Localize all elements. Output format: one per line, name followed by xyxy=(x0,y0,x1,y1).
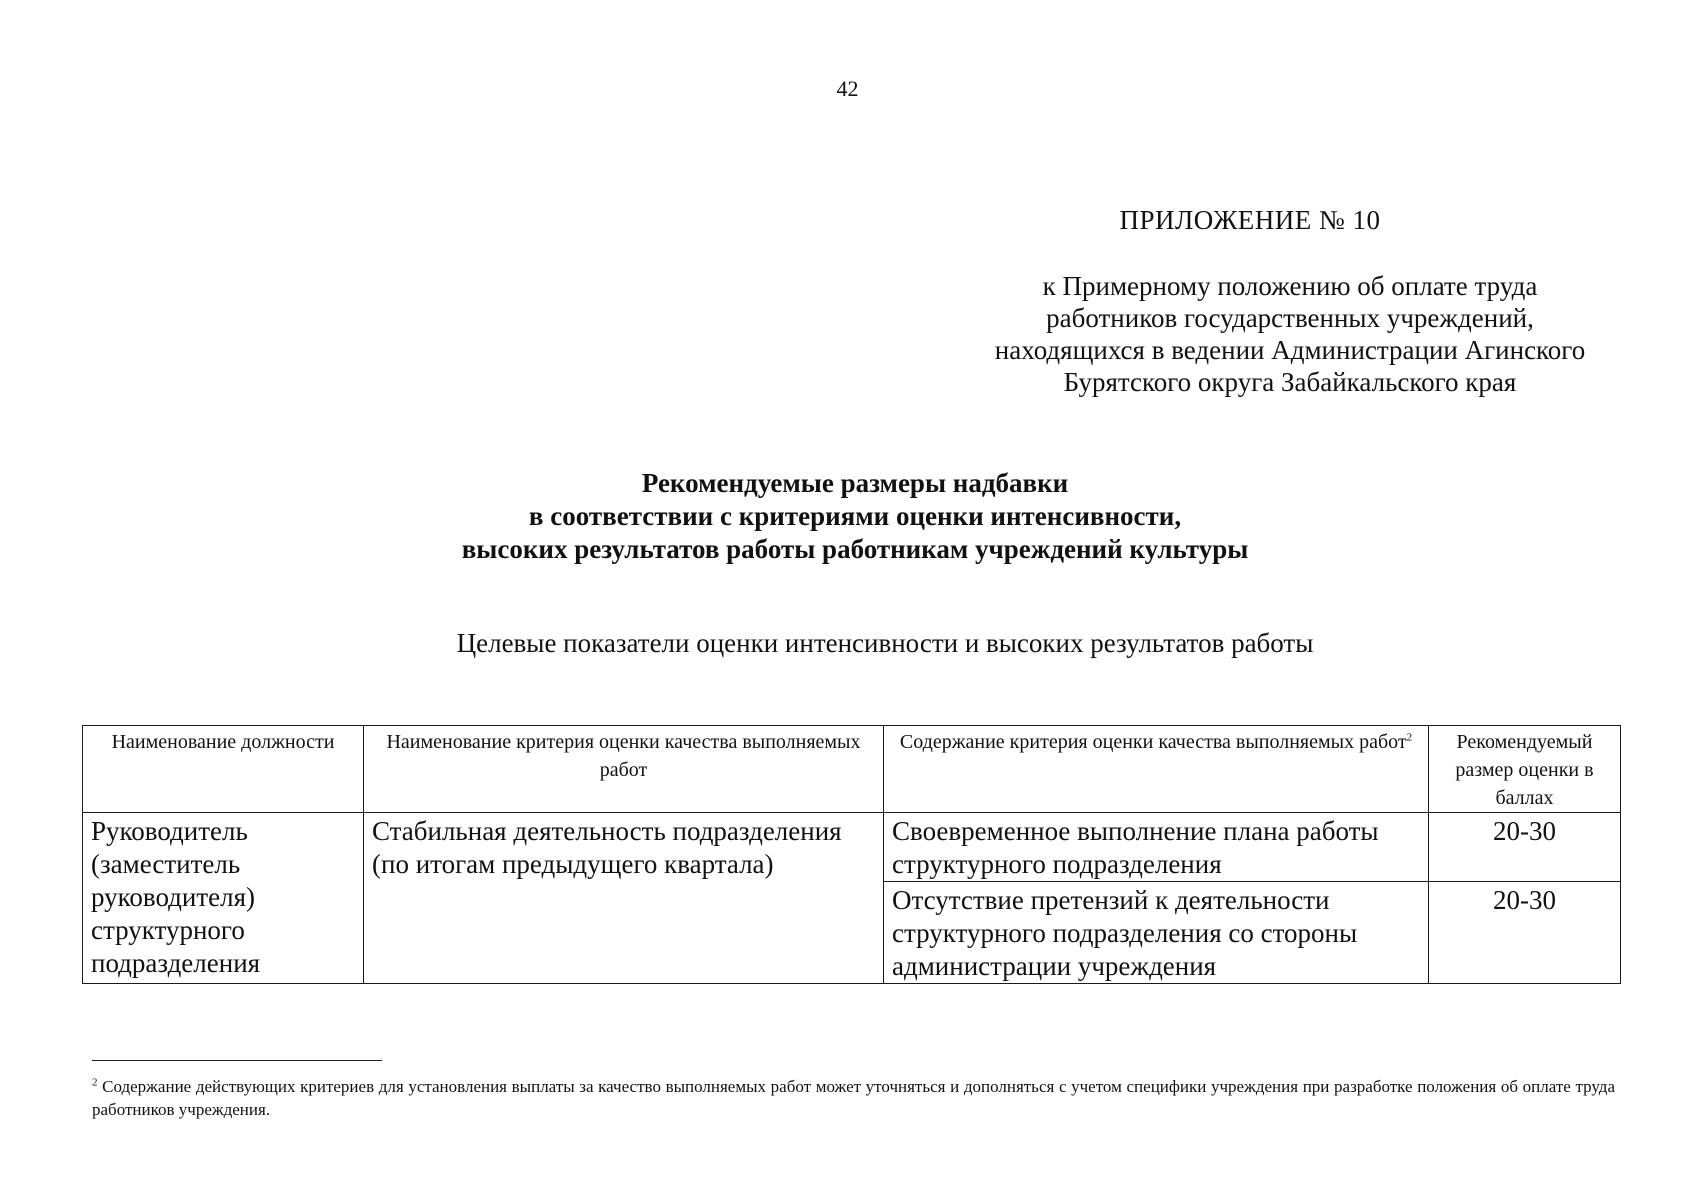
footnote-divider xyxy=(92,1060,382,1061)
document-title-line: в соответствии с критериями оценки интенсивности, xyxy=(528,501,1182,531)
criteria-table xyxy=(82,725,1621,984)
appendix-reference xyxy=(930,270,1650,398)
table-header-row xyxy=(83,726,1621,813)
page-number: 42 xyxy=(836,76,859,101)
cell-criterion-content: Своевременное выполнение плана работы структурного подразделения xyxy=(884,813,1429,882)
header-score: Рекомендуемый размер оценки в баллах xyxy=(1429,726,1621,813)
appendix-ref-line: работников государственных учреждений, xyxy=(1046,303,1534,333)
table-caption: Целевые показатели оценки интенсивности и высоких результатов работы xyxy=(456,628,1314,658)
header-criterion-content-text: Содержание критерия оценки качества выполняемых работ xyxy=(899,731,1407,753)
document-title-line: Рекомендуемые размеры надбавки xyxy=(641,468,1069,498)
appendix-ref-line: находящихся в ведении Администрации Агинского xyxy=(994,335,1586,365)
cell-score: 20-30 xyxy=(1429,813,1621,882)
cell-criterion-name: Стабильная деятельность подразделения (по итогам предыдущего квартала) xyxy=(364,813,884,984)
header-position: Наименование должности xyxy=(83,726,364,813)
cell-criterion-content: Отсутствие претензий к деятельности структурного подразделения со стороны администрации учреждения xyxy=(884,882,1429,984)
cell-position: Руководитель (заместитель руководителя) структурного подразделения xyxy=(83,813,364,984)
table-row xyxy=(83,813,1621,882)
header-criterion-name: Наименование критерия оценки качества выполняемых работ xyxy=(364,726,884,813)
footnote-text: Содержание действующих критериев для установления выплаты за качество выполняемых работ может уточняться и дополняться с учетом специфики учреждения при разработке положения об оплате труда работников учреждения. xyxy=(92,1077,1615,1119)
cell-score: 20-30 xyxy=(1429,882,1621,984)
document-title-line: высоких результатов работы работникам учреждений культуры xyxy=(461,534,1249,564)
appendix-ref-line: Бурятского округа Забайкальского края xyxy=(1063,367,1517,397)
footnote-ref: 2 xyxy=(1406,731,1413,744)
footnote xyxy=(92,1075,1615,1121)
header-criterion-content xyxy=(884,726,1429,813)
footnote-marker: 2 xyxy=(92,1076,98,1089)
appendix-title: ПРИЛОЖЕНИЕ № 10 xyxy=(1119,205,1381,235)
appendix-ref-line: к Примерному положению об оплате труда xyxy=(1042,271,1538,301)
document-title xyxy=(300,467,1410,566)
